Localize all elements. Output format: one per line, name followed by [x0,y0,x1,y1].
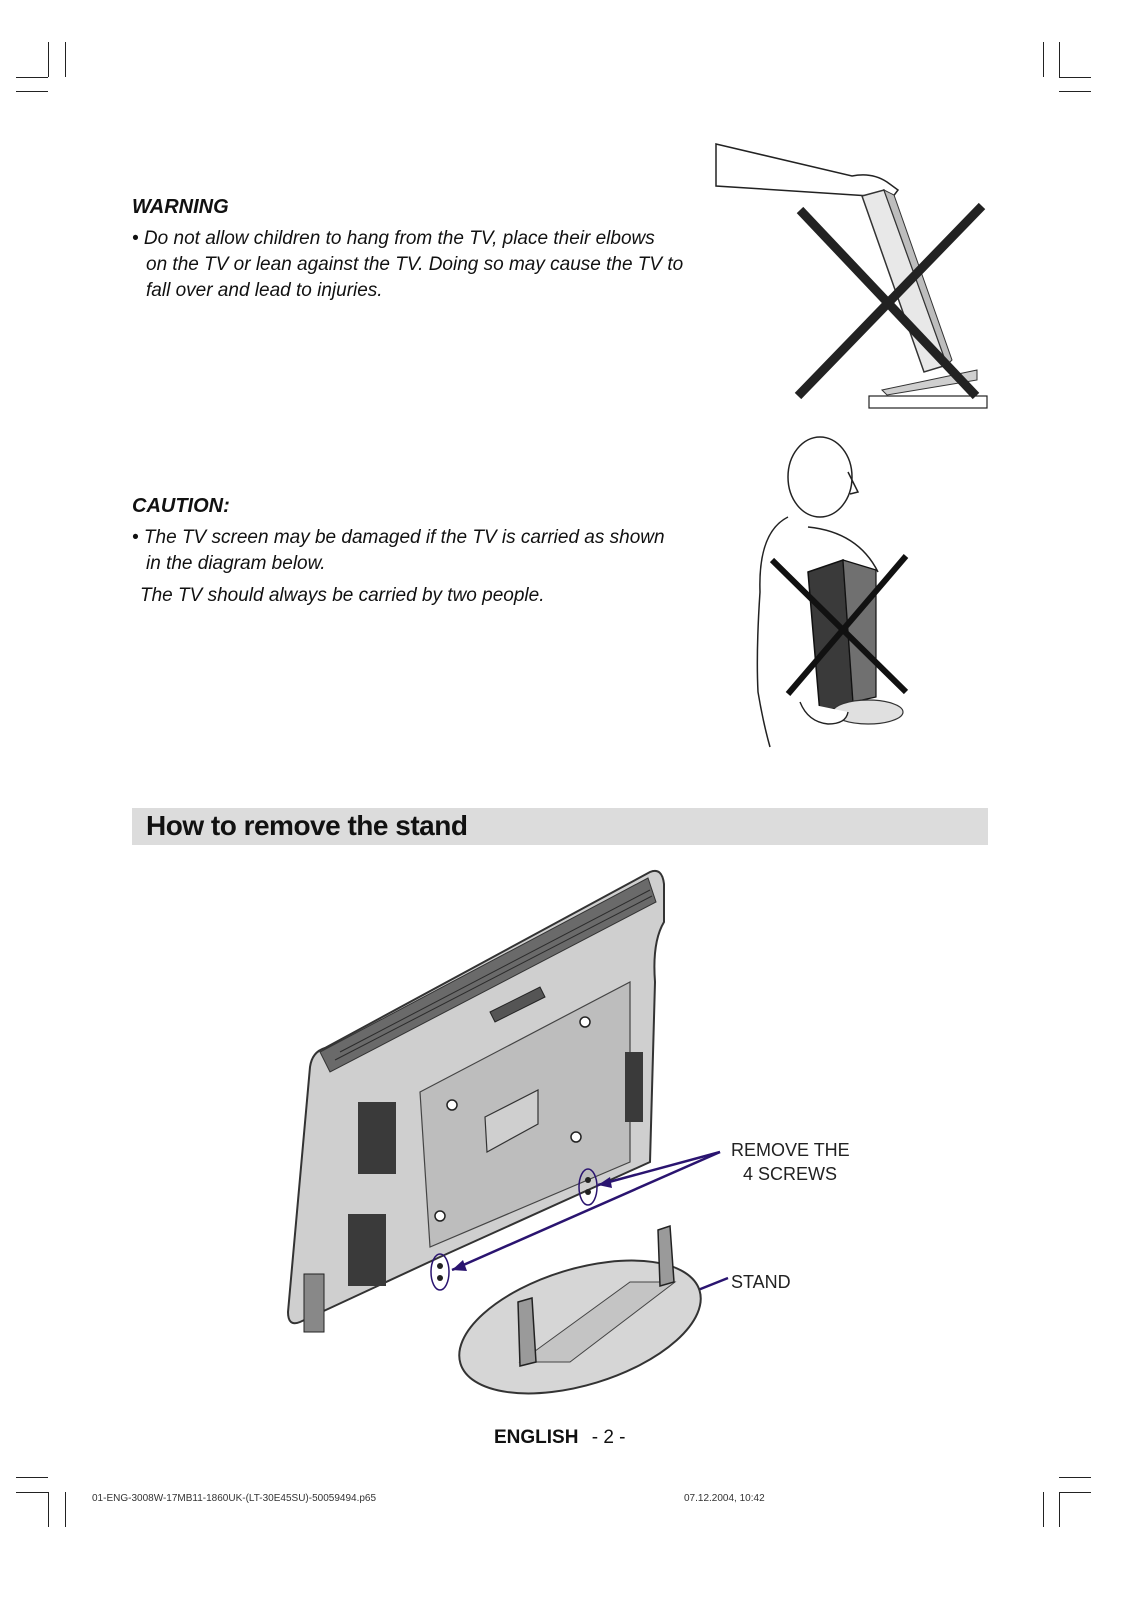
callout-remove-screws-line1: REMOVE THE [731,1140,850,1160]
caution-text [132,525,712,609]
caution-line-2: in the diagram below. [146,553,326,574]
warning-text [132,226,712,304]
callout-remove-screws-line2: 4 SCREWS [743,1164,838,1184]
footer-timestamp: 07.12.2004, 10:42 [684,1493,765,1504]
caution-line-1: • The TV screen may be damaged if the TV is carried as shown [132,527,665,548]
callout-remove-screws [731,1138,850,1186]
tv-stand-diagram [280,862,1000,1407]
warning-line-2: on the TV or lean against the TV. Doing so may cause the TV to [146,254,684,275]
warning-line-1: • Do not allow children to hang from the TV, place their elbows [132,228,655,249]
page-number: - 2 - [591,1427,626,1448]
section-title: How to remove the stand [146,810,468,841]
warning-heading: WARNING [132,196,229,218]
page-label [494,1427,626,1449]
warning-line-3: fall over and lead to injuries. [146,280,383,301]
caution-line-3: The TV should always be carried by two people. [140,585,545,606]
footer-file: 01-ENG-3008W-17MB11-1860UK-(LT-30E45SU)-50059494.p65 [92,1493,377,1504]
section-header-bar [132,808,988,845]
caution-heading: CAUTION: [132,495,230,517]
caution-illustration [748,432,918,752]
page-language: ENGLISH [494,1427,579,1448]
callout-stand: STAND [731,1272,791,1292]
warning-illustration [712,140,997,415]
